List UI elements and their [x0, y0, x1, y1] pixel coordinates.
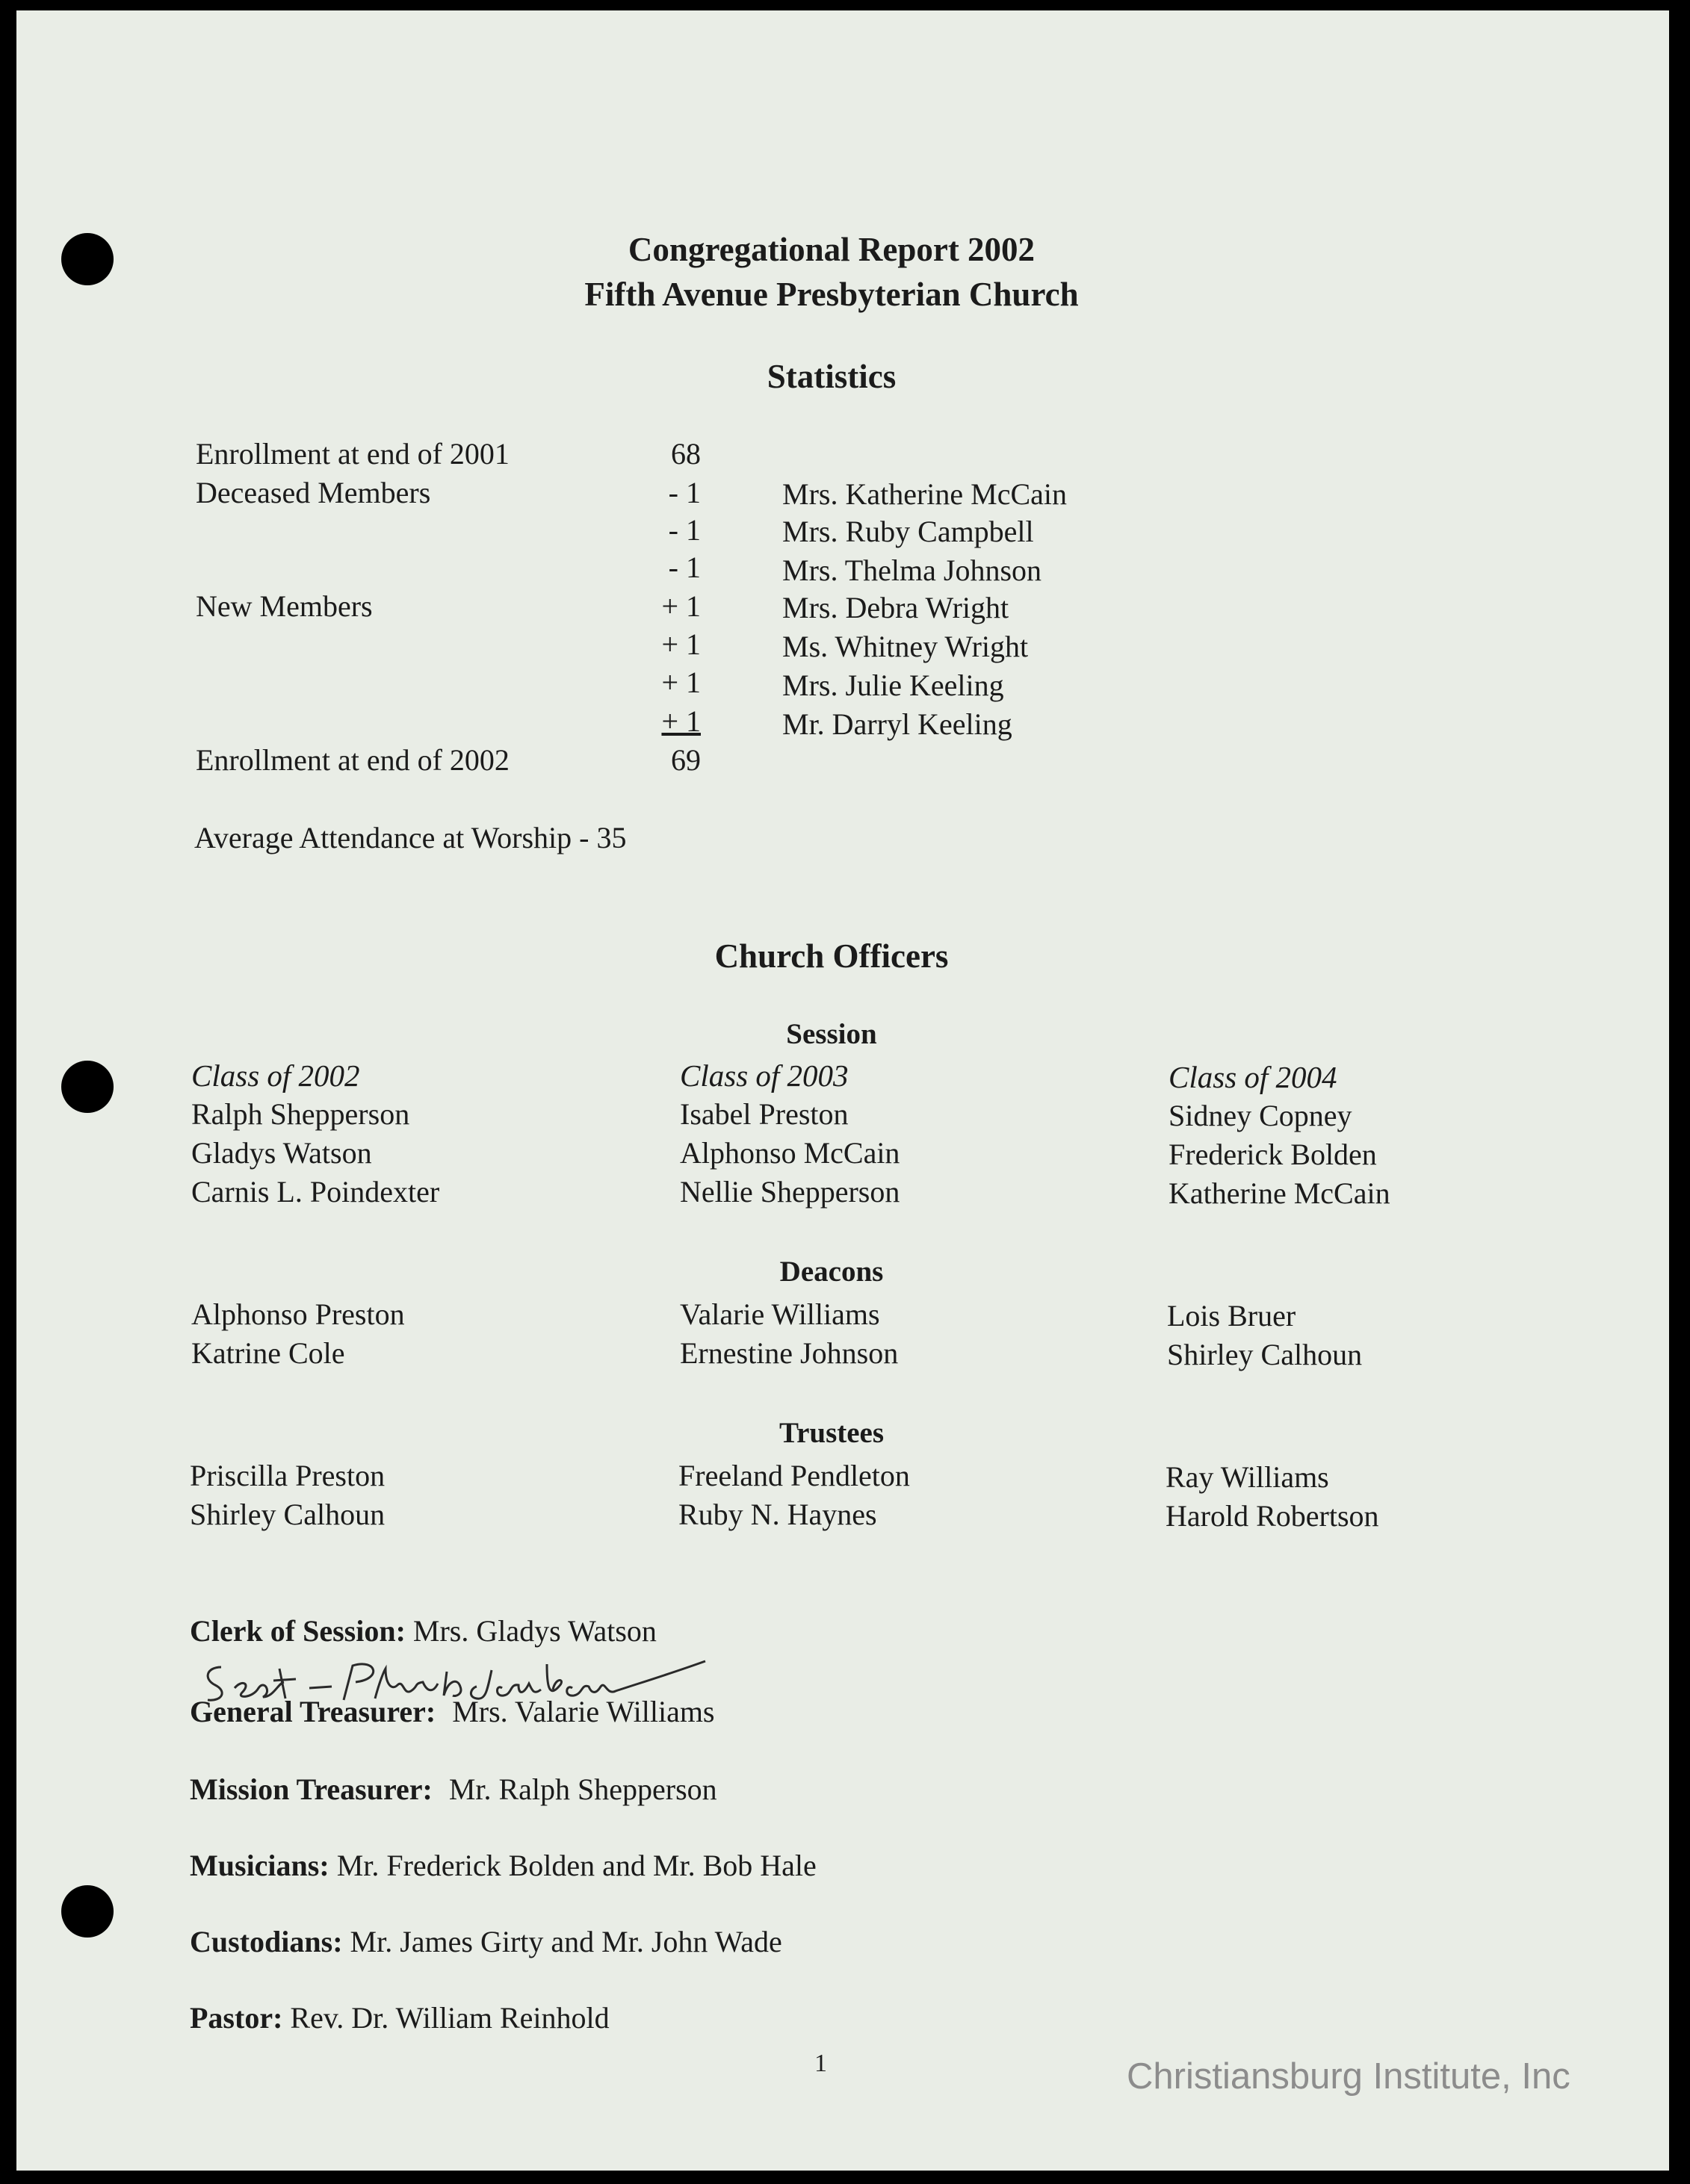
officer-name: Harold Robertson: [1166, 1499, 1379, 1533]
stat-value: - 1: [668, 513, 701, 547]
stat-label: Deceased Members: [196, 476, 431, 509]
stat-value: + 1: [661, 704, 701, 738]
role-value: Mr. Frederick Bolden and Mr. Bob Hale: [336, 1849, 817, 1882]
officer-name: Priscilla Preston: [190, 1459, 386, 1492]
session-heading: Session: [786, 1018, 877, 1050]
officer-name: Ray Williams: [1166, 1460, 1329, 1494]
deacons-column: [680, 1295, 898, 1373]
trustees-column: [678, 1456, 910, 1534]
officer-name: Ralph Shepperson: [191, 1097, 410, 1131]
role-value: Mr. Ralph Shepperson: [448, 1772, 717, 1806]
officer-name: Katherine McCain: [1169, 1176, 1390, 1210]
class-year: Class of 2004: [1169, 1060, 1337, 1094]
deacons-column: [191, 1295, 405, 1373]
page-number: 1: [814, 2050, 827, 2077]
session-class-column: [1169, 1058, 1390, 1213]
deacons-heading: Deacons: [779, 1256, 884, 1288]
stat-label: New Members: [196, 589, 373, 623]
officer-name: Shirley Calhoun: [190, 1498, 386, 1531]
officer-name: Nellie Shepperson: [680, 1175, 900, 1209]
church-officers-heading: Church Officers: [714, 937, 949, 975]
pastor: [190, 2000, 610, 2035]
officer-name: Alphonso Preston: [191, 1297, 405, 1331]
role-value: Mrs. Valarie Williams: [452, 1695, 715, 1728]
officer-name: Alphonso McCain: [680, 1136, 900, 1170]
role-label: Custodians:: [190, 1925, 343, 1958]
role-label: Mission Treasurer:: [190, 1772, 433, 1806]
punch-hole: [61, 1061, 114, 1113]
officer-name: Katrine Cole: [191, 1336, 345, 1370]
role-label: General Treasurer:: [190, 1695, 436, 1728]
stat-value: + 1: [661, 589, 701, 623]
document-page: [16, 10, 1669, 2171]
member-name: Ms. Whitney Wright: [782, 630, 1029, 663]
role-label: Pastor:: [190, 2001, 283, 2035]
watermark: Christiansburg Institute, Inc: [1127, 2056, 1570, 2097]
officer-name: Valarie Williams: [680, 1297, 880, 1331]
trustees-column: [190, 1456, 385, 1534]
role-value: Mr. James Girty and Mr. John Wade: [350, 1925, 782, 1958]
stat-value: 69: [671, 743, 701, 777]
member-name: Mrs. Debra Wright: [782, 591, 1009, 624]
report-title: Congregational Report 2002: [628, 231, 1036, 268]
member-name: Mr. Darryl Keeling: [782, 707, 1012, 741]
punch-hole: [61, 1885, 114, 1938]
role-label: Musicians:: [190, 1849, 329, 1882]
officer-name: Isabel Preston: [680, 1097, 849, 1131]
officer-name: Lois Bruer: [1167, 1299, 1296, 1333]
stat-value: 68: [671, 437, 701, 471]
stat-value: + 1: [661, 627, 701, 661]
class-year: Class of 2002: [191, 1058, 360, 1093]
trustees-heading: Trustees: [779, 1417, 885, 1449]
officer-name: Ruby N. Haynes: [678, 1498, 877, 1531]
general-treasurer: [190, 1694, 715, 1729]
stat-value: - 1: [668, 550, 701, 584]
member-name: Mrs. Thelma Johnson: [782, 553, 1042, 587]
deacons-column: [1167, 1297, 1362, 1374]
member-name: Mrs. Ruby Campbell: [782, 515, 1034, 548]
officer-name: Sidney Copney: [1169, 1099, 1352, 1132]
clerk-of-session: [190, 1613, 657, 1648]
role-label: Clerk of Session:: [190, 1614, 406, 1648]
session-class-column: [680, 1056, 900, 1212]
officer-name: Gladys Watson: [191, 1136, 372, 1170]
stat-value: + 1: [661, 666, 701, 699]
statistics-heading: Statistics: [767, 358, 897, 395]
church-name: Fifth Avenue Presbyterian Church: [584, 276, 1079, 313]
trustees-column: [1166, 1458, 1379, 1536]
stat-label: Enrollment at end of 2002: [196, 743, 510, 777]
role-value: Rev. Dr. William Reinhold: [290, 2001, 610, 2035]
musicians: [190, 1848, 817, 1883]
stat-value: - 1: [668, 476, 701, 509]
class-year: Class of 2003: [680, 1058, 849, 1093]
stat-label: Enrollment at end of 2001: [196, 437, 510, 471]
officer-name: Ernestine Johnson: [680, 1336, 899, 1370]
officer-name: Freeland Pendleton: [678, 1459, 910, 1492]
average-attendance: Average Attendance at Worship - 35: [194, 821, 627, 854]
member-name: Mrs. Julie Keeling: [782, 668, 1004, 702]
session-class-column: [191, 1056, 439, 1212]
member-name: Mrs. Katherine McCain: [782, 477, 1068, 511]
role-value: Mrs. Gladys Watson: [412, 1614, 657, 1648]
officer-name: Frederick Bolden: [1169, 1138, 1377, 1171]
custodians: [190, 1924, 782, 1959]
officer-name: Shirley Calhoun: [1167, 1338, 1363, 1371]
officer-name: Carnis L. Poindexter: [191, 1175, 440, 1209]
mission-treasurer: [190, 1772, 717, 1807]
